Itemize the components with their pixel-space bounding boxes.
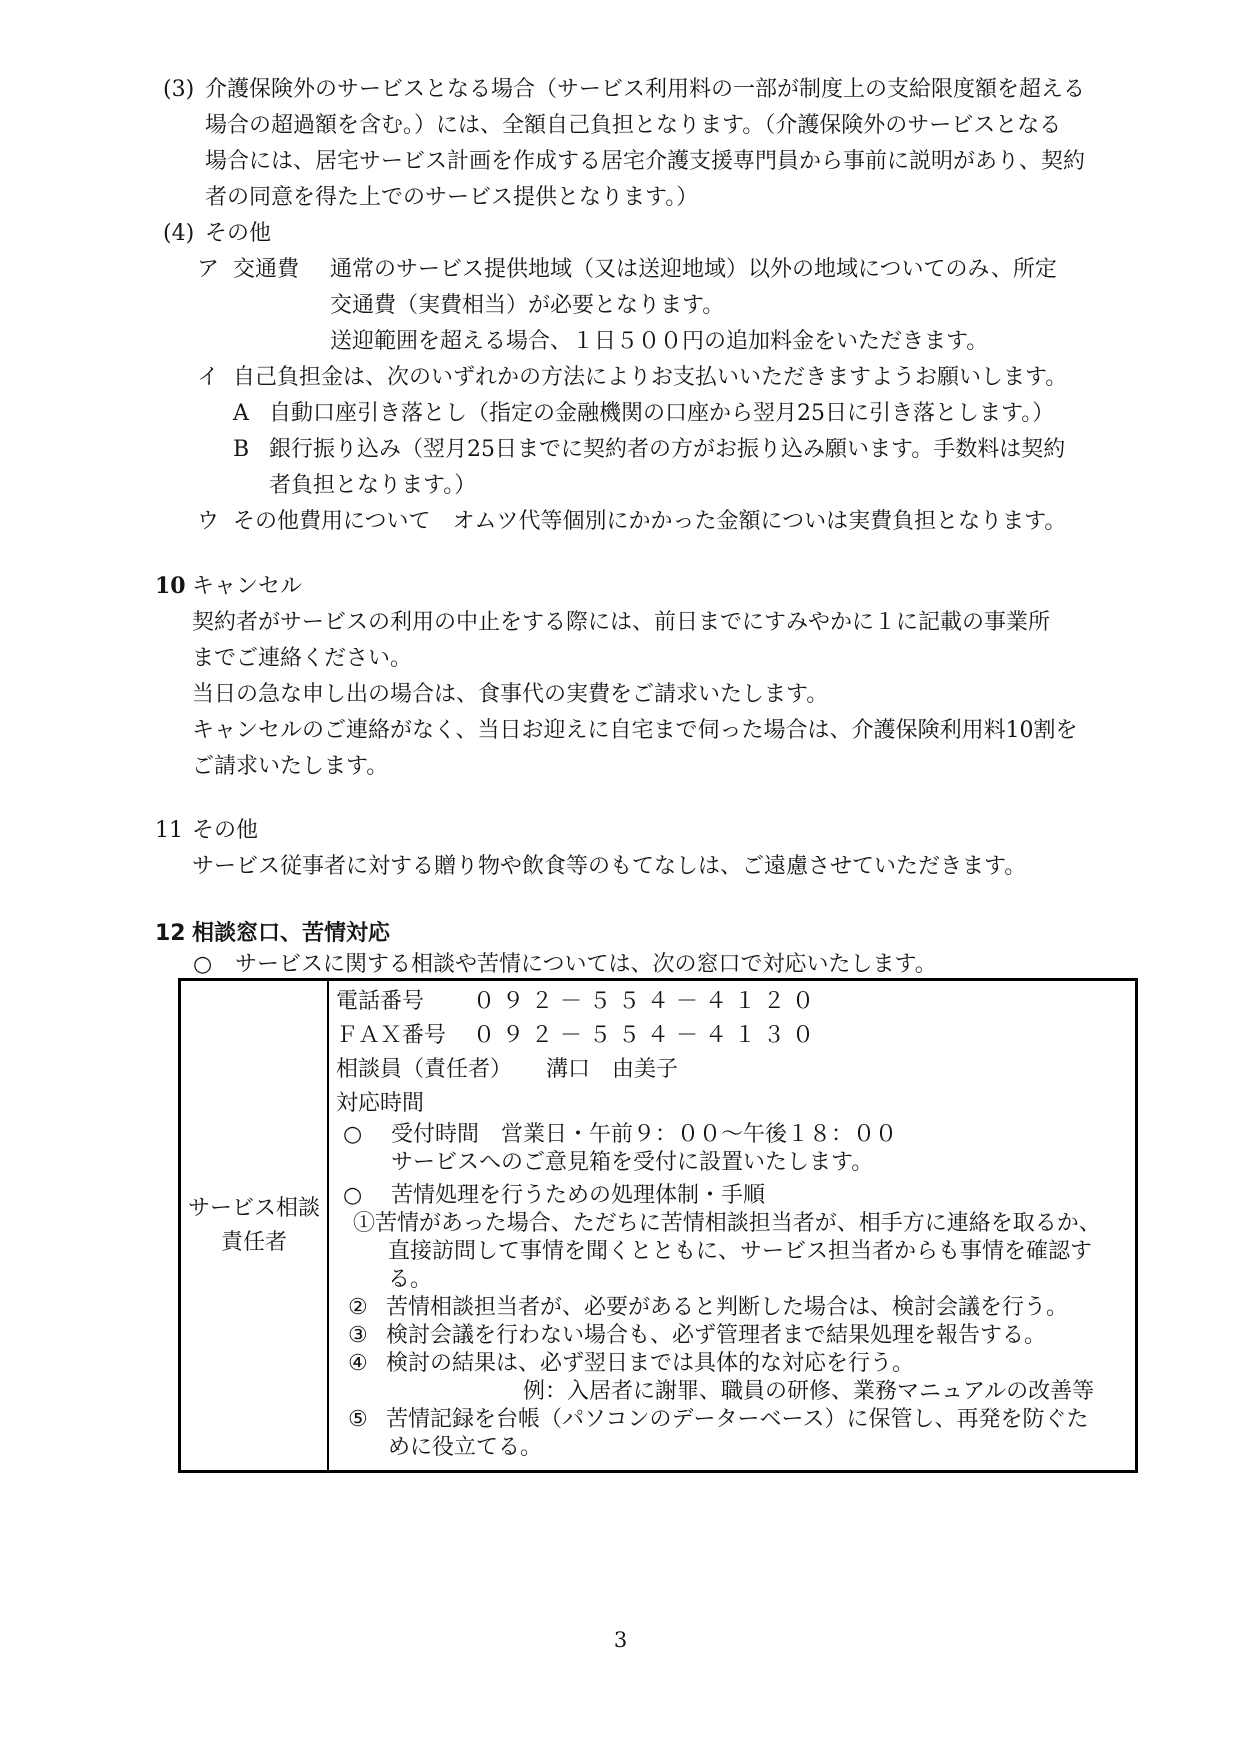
section-11-heading: [0, 813, 1241, 849]
method-b-text: 者負担となります。）: [269, 473, 477, 498]
method-b-label: B: [233, 437, 250, 462]
circle-bullet-icon: ○: [343, 1122, 363, 1147]
section-12-number: 12: [155, 921, 186, 946]
step-2-number: ②: [348, 1295, 368, 1320]
text-line: [0, 324, 1241, 360]
suggestion-box-text: サービスへのご意見箱を受付に設置いたします。: [391, 1150, 874, 1175]
method-b-text: 銀行振り込み（翌月25日までに契約者の方がお振り込み願います。手数料は契約: [269, 437, 1066, 462]
spacer: [0, 540, 1241, 568]
page-number: 3: [613, 1628, 628, 1652]
text-line: [0, 108, 1241, 144]
text-line: [0, 468, 1241, 504]
method-a-label: A: [233, 401, 249, 426]
step-1-text: る。: [388, 1267, 433, 1292]
table-content-cell: [329, 981, 1135, 1470]
text-line: [336, 1266, 1133, 1294]
transport-title: 交通費: [233, 257, 300, 282]
phone-row: [336, 985, 1133, 1019]
section-10-line: ご請求いたします。: [192, 754, 389, 779]
text-line: [0, 288, 1241, 324]
section-11-number: 11: [155, 818, 183, 843]
self-pay-label: イ: [197, 365, 220, 390]
section-12-intro-text: サービスに関する相談や苦情については、次の窓口で対応いたします。: [235, 952, 937, 977]
self-pay-row: [0, 360, 1241, 396]
section-12-intro: [0, 952, 1241, 978]
section-12-heading: [0, 916, 1241, 952]
step-5-text: 苦情記録を台帳（パソコンのデーターベース）に保管し、再発を防ぐた: [386, 1407, 1089, 1432]
service-consultation-label: サービス相談: [187, 1195, 320, 1221]
transport-desc: 通常のサービス提供地域（又は送迎地域）以外の地域についてのみ、所定: [330, 257, 1057, 282]
fax-value: ０９２－５５４－４１３０: [473, 1023, 822, 1048]
transport-desc: 送迎範囲を超える場合、１日５００円の追加料金をいただきます。: [330, 329, 989, 354]
hours-title-row: [336, 1087, 1133, 1121]
section-10: [0, 568, 1241, 785]
text-line: [0, 180, 1241, 216]
transport-label: ア: [197, 257, 220, 282]
section-10-heading: [0, 568, 1241, 605]
clause-3-line: 介護保険外のサービスとなる場合（サービス利用料の一部が制度上の支給限度額を超える: [205, 77, 1086, 102]
counselor-label: 相談員（責任者）: [336, 1057, 513, 1082]
complaint-procedure-heading: [336, 1182, 1133, 1210]
fax-row: [336, 1019, 1133, 1053]
step-2-text: 苦情相談担当者が、必要があると判断した場合は、検討会議を行う。: [386, 1295, 1069, 1320]
text-line: [0, 605, 1241, 641]
hours-title: 対応時間: [336, 1091, 425, 1116]
transport-desc: 交通費（実費相当）が必要となります。: [330, 293, 725, 318]
section-10-number: 10: [155, 573, 186, 599]
other-costs-label: ウ: [197, 509, 220, 534]
example-text: 例：入居者に謝罪、職員の研修、業務マニュアルの改善等: [523, 1379, 1095, 1404]
step-5-text: めに役立てる。: [388, 1435, 543, 1460]
clause-3-label: (3): [163, 77, 195, 102]
section-12-title: 相談窓口、苦情対応: [192, 921, 391, 946]
procedure-step-3: [336, 1322, 1133, 1350]
section-10-title: キャンセル: [192, 574, 303, 599]
text-line: [336, 1434, 1133, 1462]
text-line: [0, 641, 1241, 677]
fax-label: ＦＡＸ番号: [336, 1023, 447, 1048]
step-1-text: 苦情があった場合、ただちに苦情相談担当者が、相手方に連絡を取るか、: [375, 1211, 1101, 1236]
clause-3-line: 者の同意を得た上でのサービス提供となります。）: [205, 185, 699, 210]
clause-4-label: (4): [163, 221, 195, 246]
reception-hours-text: 受付時間 営業日・午前９：００～午後１８：００: [391, 1122, 898, 1147]
payment-method-a: [0, 396, 1241, 432]
suggestion-box-row: [336, 1149, 1133, 1177]
other-costs-text: その他費用について オムツ代等個別にかかった金額についは実費負担となります。: [233, 509, 1067, 534]
section-10-line: 当日の急な申し出の場合は、食事代の実費をご請求いたします。: [192, 682, 829, 707]
section-10-line: キャンセルのご連絡がなく、当日お迎えに自宅まで伺った場合は、介護保険利用料10割を: [192, 718, 1078, 743]
section-12: [0, 916, 1241, 1473]
step-5-number: ⑤: [348, 1407, 368, 1432]
step-1-number: ①: [353, 1211, 376, 1236]
table-header-cell: [181, 981, 329, 1470]
clause-3: [0, 72, 1241, 216]
circle-bullet-icon: ○: [343, 1183, 363, 1208]
counselor-name: 溝口 由美子: [546, 1057, 679, 1082]
clause-4-title: その他: [205, 221, 272, 246]
phone-label: 電話番号: [336, 989, 425, 1014]
clause-3-line: 場合の超過額を含む。）には、全額自己負担となります。（介護保険外のサービスとなる: [205, 113, 1062, 138]
payment-method-b: [0, 432, 1241, 468]
transport-fee-row: [0, 252, 1241, 288]
self-pay-text: 自己負担金は、次のいずれかの方法によりお支払いいただきますようお願いします。: [233, 365, 1068, 390]
text-line: [0, 849, 1241, 885]
step-4-text: 検討の結果は、必ず翌日までは具体的な対応を行う。: [386, 1351, 915, 1376]
section-11-line: サービス従事者に対する贈り物や飲食等のもてなしは、ご遠慮させていただきます。: [192, 854, 1027, 879]
method-a-text: 自動口座引き落とし（指定の金融機関の口座から翌月25日に引き落とします。）: [269, 401, 1055, 426]
step-3-number: ③: [348, 1323, 368, 1348]
procedure-step-4: [336, 1350, 1133, 1378]
text-line: [0, 72, 1241, 108]
step-4-example: [336, 1378, 1133, 1406]
text-line: [0, 144, 1241, 180]
section-11: [0, 813, 1241, 885]
clause-4-heading: [0, 216, 1241, 252]
step-4-number: ④: [348, 1351, 368, 1376]
other-costs-row: [0, 504, 1241, 540]
text-line: [0, 749, 1241, 785]
section-10-line: 契約者がサービスの利用の中止をする際には、前日までにすみやかに１に記載の事業所: [192, 610, 1051, 635]
phone-value: ０９２－５５４－４１２０: [473, 989, 822, 1014]
step-3-text: 検討会議を行わない場合も、必ず管理者まで結果処理を報告する。: [386, 1323, 1047, 1348]
section-10-line: までご連絡ください。: [192, 646, 413, 671]
text-line: [0, 677, 1241, 713]
text-line: [336, 1238, 1133, 1266]
step-1-text: 直接訪問して事情を聞くとともに、サービス担当者からも事情を確認す: [388, 1239, 1093, 1264]
complaint-contact-table: [178, 978, 1138, 1473]
clause-4: [0, 216, 1241, 540]
procedure-step-2: [336, 1294, 1133, 1322]
responsible-person-label: 責任者: [220, 1229, 287, 1255]
text-line: [0, 713, 1241, 749]
counselor-row: [336, 1053, 1133, 1087]
section-11-title: その他: [192, 818, 259, 843]
procedure-step-1: [336, 1210, 1133, 1238]
reception-hours-row: [336, 1121, 1133, 1149]
circle-bullet-icon: ○: [193, 952, 213, 977]
spacer: [0, 785, 1241, 813]
clause-3-line: 場合には、居宅サービス計画を作成する居宅介護支援専門員から事前に説明があり、契約: [205, 149, 1086, 174]
document-body: [0, 72, 1241, 1473]
procedure-step-5: [336, 1406, 1133, 1434]
spacer: [0, 885, 1241, 916]
complaint-procedure-title: 苦情処理を行うための処理体制・手順: [391, 1183, 766, 1208]
